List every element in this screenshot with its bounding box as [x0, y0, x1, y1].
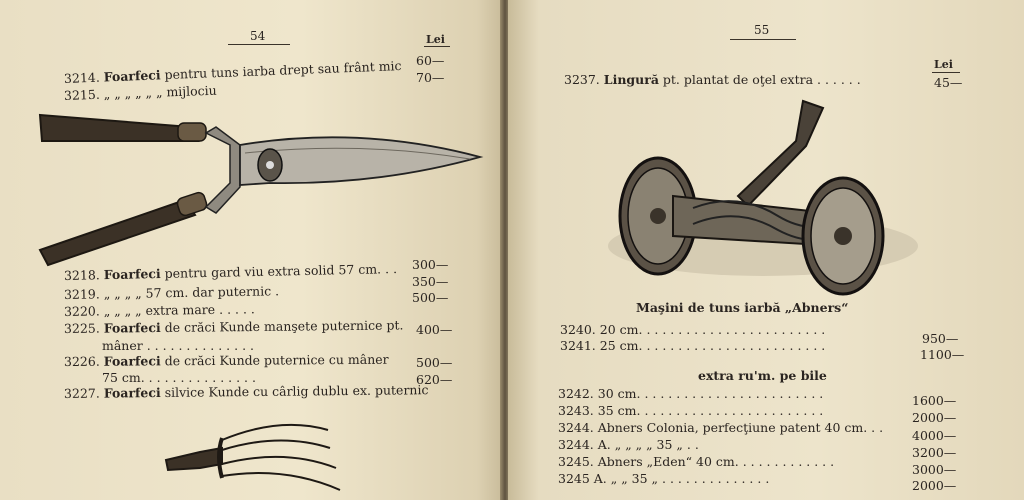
item-price: 500—	[412, 290, 449, 305]
item-code: 3242.	[558, 386, 594, 401]
item-price: 300—	[412, 257, 449, 272]
item-price: 45—	[934, 75, 963, 90]
currency-label: Lei	[934, 58, 953, 71]
item-price: 500—	[416, 355, 453, 370]
item-desc: 75 cm. . . . . . . . . . . . . . .	[102, 370, 256, 385]
item-desc: 30 cm. . . . . . . . . . . . . . . . . . . . . . . .	[597, 386, 824, 401]
item-name: Foarfeci	[103, 67, 161, 85]
item-price: 1600—	[912, 393, 957, 408]
item-code: 3244.	[558, 437, 594, 452]
list-item	[558, 386, 823, 401]
item-price: 400—	[416, 322, 453, 337]
list-item	[558, 403, 823, 418]
item-desc: pentru tuns iarba drept sau frânt mic	[164, 58, 402, 83]
item-desc: 20 cm. . . . . . . . . . . . . . . . . . . . . . . .	[599, 322, 826, 337]
item-desc: 35 cm. . . . . . . . . . . . . . . . . . . . . . . .	[597, 403, 824, 418]
item-price: 620—	[416, 372, 453, 387]
item-code: 3215.	[63, 86, 101, 103]
item-code: 3218.	[63, 267, 100, 283]
list-item	[560, 322, 825, 337]
item-code: 3244.	[558, 420, 594, 435]
item-desc: Abners „Eden“ 40 cm. . . . . . . . . . . . .	[597, 454, 835, 469]
subheading: extra ru'm. pe bile	[698, 368, 827, 383]
list-item	[558, 454, 834, 469]
lawn-mower-illustration	[598, 96, 918, 296]
list-item	[560, 338, 825, 353]
item-code: 3219.	[63, 286, 100, 302]
list-item	[64, 58, 402, 86]
item-desc: „ „ „ „ 57 cm. dar puternic .	[103, 283, 280, 302]
item-price: 60—	[416, 53, 445, 68]
item-code: 3227.	[63, 385, 100, 401]
item-name: Foarfeci	[103, 384, 161, 401]
item-code: 3240.	[560, 322, 596, 337]
item-desc: A. „ „ „ „ 35 „ . .	[597, 437, 699, 452]
item-code: 3237.	[564, 72, 600, 87]
item-price: 950—	[922, 331, 959, 346]
item-code: 3225.	[63, 320, 100, 336]
item-name: Foarfeci	[103, 265, 161, 283]
item-code: 3214.	[63, 69, 101, 86]
list-item	[64, 83, 217, 103]
item-price: 4000—	[912, 428, 957, 443]
list-item	[558, 420, 883, 435]
item-name: Lingură	[603, 72, 659, 87]
item-price: 2000—	[912, 478, 957, 493]
list-item	[102, 338, 254, 353]
item-desc: silvice Kunde cu cârlig dublu ex. puternic	[164, 382, 429, 400]
garden-fork-illustration	[160, 408, 350, 500]
item-desc: de crăci Kunde manşete puternice pt.	[164, 317, 404, 335]
item-price: 2000—	[912, 410, 957, 425]
section-title: Maşini de tuns iarbă „Abners“	[636, 300, 849, 315]
garden-fork-icon	[166, 425, 340, 490]
item-desc: mâner . . . . . . . . . . . . . .	[102, 338, 254, 353]
item-code: 3245.	[558, 454, 594, 469]
item-desc: pt. plantat de oţel extra . . . . . .	[662, 72, 861, 87]
page-number-rule	[228, 44, 290, 45]
list-item	[64, 382, 429, 401]
hedge-shears-icon	[40, 115, 480, 265]
page-number: 54	[250, 29, 266, 43]
list-item	[558, 471, 769, 486]
item-price: 350—	[412, 274, 449, 289]
list-item	[102, 370, 256, 385]
right-page	[508, 0, 1024, 500]
currency-rule	[932, 72, 960, 73]
item-code: 3226.	[63, 353, 100, 369]
item-name: Foarfeci	[103, 319, 161, 336]
item-desc: de crăci Kunde puternice cu mâner	[164, 351, 389, 369]
page-number: 55	[754, 23, 770, 37]
lawn-mower-icon	[608, 101, 918, 294]
list-item	[64, 352, 389, 369]
currency-label: Lei	[426, 33, 445, 46]
item-code: 3243.	[558, 403, 594, 418]
item-code: 3241.	[560, 338, 596, 353]
left-page	[0, 0, 502, 500]
item-desc: „ „ 35 „ . . . . . . . . . . . . . .	[610, 471, 770, 486]
list-item	[558, 437, 699, 452]
item-code: 3220.	[63, 303, 100, 319]
item-desc: „ „ „ „ extra mare . . . . .	[103, 301, 255, 319]
hedge-shears-illustration	[30, 105, 485, 270]
item-code: 3245 A.	[558, 471, 607, 486]
list-item	[64, 301, 255, 319]
page-number-rule	[730, 39, 796, 40]
item-desc: 25 cm. . . . . . . . . . . . . . . . . . . . . . . .	[599, 338, 826, 353]
list-item	[564, 72, 861, 87]
item-price: 3000—	[912, 462, 957, 477]
item-desc: Abners Colonia, perfecţiune patent 40 cm. . .	[597, 420, 884, 435]
item-price: 1100—	[920, 347, 965, 362]
list-item	[64, 317, 404, 336]
item-price: 70—	[416, 70, 445, 85]
item-name: Foarfeci	[103, 353, 161, 369]
item-desc: „ „ „ „ „ „ mijlociu	[103, 82, 217, 102]
currency-rule	[424, 46, 450, 47]
list-item	[64, 283, 279, 302]
item-desc: pentru gard viu extra solid 57 cm. . .	[164, 261, 398, 281]
item-price: 3200—	[912, 445, 957, 460]
